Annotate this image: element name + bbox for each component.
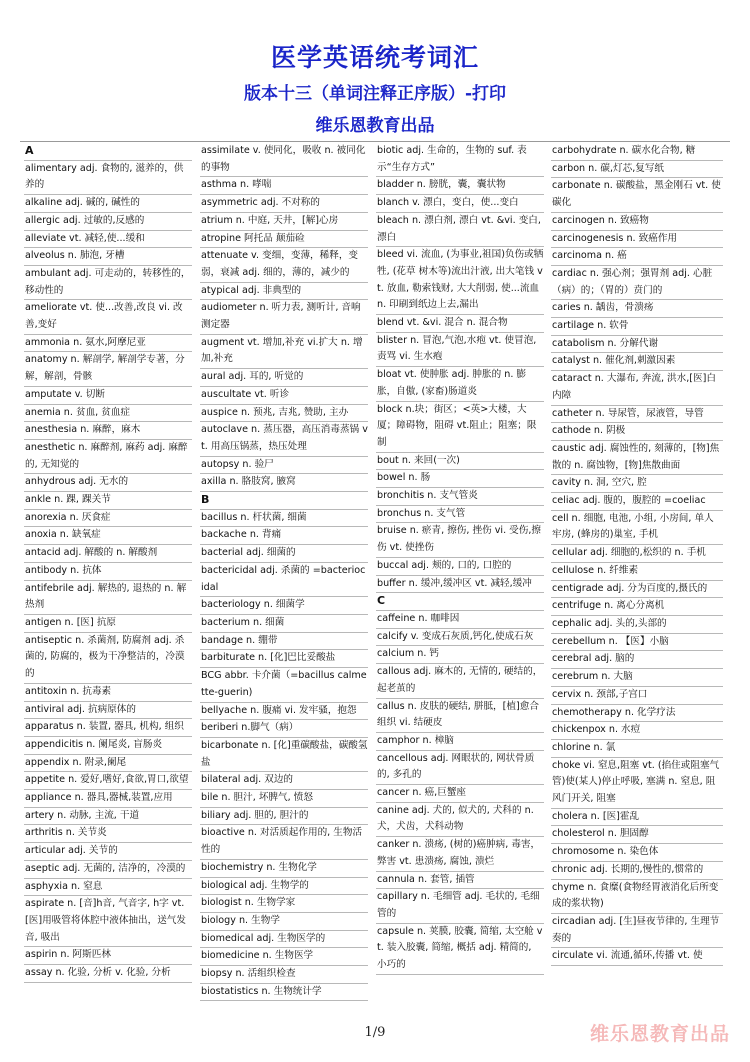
vocab-entry: biological adj. 生物学的: [200, 878, 368, 896]
vocab-entry: cannula n. 套管, 插管: [376, 872, 544, 890]
vocab-entry: ankle n. 踝, 踝关节: [24, 492, 192, 510]
document-title: 医学英语统考词汇: [270, 43, 479, 72]
vocab-entry: asymmetric adj. 不对称的: [200, 195, 368, 213]
vocab-entry: bellyache n. 腹痛 vi. 发牢骚，抱怨: [200, 703, 368, 721]
vocab-entry: choke vi. 窒息,阻塞 vt. (掐住或阻塞气管)使(某人)停止呼吸, 塞满 n. 窒息, 阻风门开关, 阻塞: [551, 758, 723, 809]
vocab-entry: antifebrile adj. 解热的, 退热的 n. 解热剂: [24, 581, 192, 615]
vocab-entry: anemia n. 贫血, 贫血症: [24, 405, 192, 423]
vocab-entry: appliance n. 器具,器械,装置,应用: [24, 790, 192, 808]
vocab-entry: biochemistry n. 生物化学: [200, 860, 368, 878]
vocab-entry: catabolism n. 分解代谢: [551, 336, 723, 354]
vocab-entry: alkaline adj. 碱的, 碱性的: [24, 195, 192, 213]
vocab-entry: cancellous adj. 网眼状的, 网状骨质的, 多孔的: [376, 751, 544, 785]
vocab-entry: blend vt. &vi. 混合 n. 混合物: [376, 315, 544, 333]
vocab-entry: cerebral adj. 脑的: [551, 651, 723, 669]
vocab-entry: carcinoma n. 癌: [551, 248, 723, 266]
vocab-entry: chyme n. 食糜(食物经胃液消化后所变成的浆状物): [551, 880, 723, 914]
column-4: [551, 143, 723, 1025]
vocab-entry: cardiac n. 强心剂；强胃剂 adj. 心脏（病）的；（胃的）贲门的: [551, 266, 723, 300]
vocab-entry: bowel n. 肠: [376, 470, 544, 488]
vocab-entry: biopsy n. 活组织检查: [200, 966, 368, 984]
vocab-entry: cephalic adj. 头的,头部的: [551, 616, 723, 634]
vocab-entry: arthritis n. 关节炎: [24, 825, 192, 843]
vocab-entry: anoxia n. 缺氧症: [24, 527, 192, 545]
vocab-entry: bandage n. 绷带: [200, 633, 368, 651]
vocab-entry: chlorine n. 氯: [551, 740, 723, 758]
vocab-entry: anesthetic n. 麻醉剂, 麻药 adj. 麻醉的, 无知觉的: [24, 440, 192, 474]
vocab-entry: aspirin n. 阿斯匹林: [24, 947, 192, 965]
vocab-entry: auscultate vt. 听诊: [200, 387, 368, 405]
vocab-entry: axilla n. 胳肢窝, 腋窝: [200, 474, 368, 492]
vocab-entry: calcium n. 钙: [376, 646, 544, 664]
vocab-entry: appendicitis n. 阑尾炎, 盲肠炎: [24, 737, 192, 755]
vocab-entry: attenuate v. 变细，变薄，稀释，变弱，衰减 adj. 细的，薄的，减少的: [200, 248, 368, 282]
vocab-entry: carbon n. 碳,灯芯,复写纸: [551, 161, 723, 179]
vocab-entry: augment vt. 增加,补充 vi.扩大 n. 增加,补充: [200, 335, 368, 369]
top-rule: [20, 141, 730, 142]
document-publisher: 维乐恩教育出品: [315, 116, 435, 136]
vocab-entry: articular adj. 关节的: [24, 843, 192, 861]
vocab-entry: chickenpox n. 水痘: [551, 722, 723, 740]
vocab-entry: bacillus n. 杆状菌, 细菌: [200, 510, 368, 528]
vocab-entry: bladder n. 膀胱，囊，囊状物: [376, 177, 544, 195]
vocab-entry: buccal adj. 颊的, 口的, 口腔的: [376, 558, 544, 576]
vocab-entry: cellular adj. 细胞的,松织的 n. 手机: [551, 545, 723, 563]
vocab-entry: bronchitis n. 支气管炎: [376, 488, 544, 506]
vocab-entry: cell n. 细胞, 电池, 小组, 小房间, 单人牢房, (蜂房的)巢室, 手机: [551, 511, 723, 545]
vocab-entry: appendix n. 附录,阑尾: [24, 755, 192, 773]
vocab-entry: calcify v. 变成石灰质,钙化,使成石灰: [376, 629, 544, 647]
vocab-entry: catalyst n. 催化剂,刺激因素: [551, 353, 723, 371]
vocab-entry: backache n. 背痛: [200, 527, 368, 545]
vocab-entry: chromosome n. 染色体: [551, 844, 723, 862]
vocab-entry: antitoxin n. 抗毒素: [24, 684, 192, 702]
vocab-entry: cerebellum n. 【医】小脑: [551, 634, 723, 652]
vocab-entry: antiseptic n. 杀菌剂, 防腐剂 adj. 杀菌的, 防腐的，极为干净整洁的，冷漠的: [24, 633, 192, 684]
vocab-entry: canine adj. 犬的, 似犬的, 犬科的 n. 犬，犬齿，犬科动物: [376, 803, 544, 837]
vocab-entry: ammonia n. 氨水,阿摩尼亚: [24, 335, 192, 353]
vocab-entry: blanch v. 漂白，变白，使...变白: [376, 195, 544, 213]
vocab-entry: biologist n. 生物学家: [200, 895, 368, 913]
vocab-entry: biotic adj. 生命的，生物的 suf. 表示“生存方式”: [376, 143, 544, 177]
page-number: 1/9: [364, 1025, 386, 1040]
vocab-entry: canker n. 溃疡, (树的)癌肿病, 毒害，弊害 vt. 患溃疡, 腐蚀, 溃烂: [376, 837, 544, 871]
vocab-entry: bicarbonate n. [化]重碳酸盐，碳酸氢盐: [200, 738, 368, 772]
vocab-entry: bleed vi. 流血, (为事业,祖国)负伤或牺牲, (花草 树木等)流出汁液, 出大笔钱 vt. 放血, 勒索钱财, 大大削弱, 使...流血 n. 印刷到纸边上去,漏出: [376, 247, 544, 315]
vocab-entry: biomedicine n. 生物医学: [200, 948, 368, 966]
vocab-entry: biomedical adj. 生物医学的: [200, 931, 368, 949]
vocab-entry: atypical adj. 非典型的: [200, 283, 368, 301]
vocab-entry: aural adj. 耳的, 听觉的: [200, 369, 368, 387]
vocab-entry: audiometer n. 听力表, 测听计, 音响测定器: [200, 300, 368, 334]
vocab-entry: celiac adj. 腹的，腹腔的 =coeliac: [551, 493, 723, 511]
vocab-entry: asthma n. 哮喘: [200, 177, 368, 195]
vocab-entry: carbohydrate n. 碳水化合物, 糖: [551, 143, 723, 161]
vocab-entry: antibody n. 抗体: [24, 563, 192, 581]
vocab-entry: atrium n. 中庭, 天井，[解]心房: [200, 213, 368, 231]
column-1: [24, 143, 192, 1025]
vocab-entry: cancer n. 癌,巨蟹座: [376, 785, 544, 803]
vocab-entry: chemotherapy n. 化学疗法: [551, 705, 723, 723]
section-letter: B: [200, 492, 368, 510]
vocab-entry: aspirate n. [音]h音, 气音字, h字 vt. [医]用吸管将体腔中液体抽出，送气发音, 吸出: [24, 896, 192, 947]
vocabulary-columns: [24, 143, 730, 1025]
vocab-entry: cholesterol n. 胆固醇: [551, 826, 723, 844]
vocab-entry: ambulant adj. 可走动的，转移性的，移动性的: [24, 266, 192, 300]
vocab-entry: alleviate vt. 减轻,使...缓和: [24, 231, 192, 249]
vocab-entry: biology n. 生物学: [200, 913, 368, 931]
vocab-entry: appetite n. 爱好,嗜好,食欲,胃口,欲望: [24, 772, 192, 790]
vocab-entry: asphyxia n. 窒息: [24, 879, 192, 897]
vocab-entry: alveolus n. 肺泡, 牙槽: [24, 248, 192, 266]
vocab-entry: alimentary adj. 食物的, 滋养的，供养的: [24, 161, 192, 195]
document-subtitle: 版本十三（单词注释正序版）-打印: [243, 84, 507, 104]
document-header: [0, 40, 750, 140]
vocab-entry: cholera n. [医]霍乱: [551, 809, 723, 827]
vocab-entry: bacterium n. 细菌: [200, 615, 368, 633]
vocab-entry: biostatistics n. 生物统计学: [200, 984, 368, 1002]
vocab-entry: cathode n. 阴极: [551, 423, 723, 441]
vocab-entry: anesthesia n. 麻醉，麻木: [24, 422, 192, 440]
vocab-entry: centrifuge n. 离心分离机: [551, 598, 723, 616]
vocab-entry: catheter n. 导尿管，尿液管，导管: [551, 406, 723, 424]
vocab-entry: bout n. 来回(一次): [376, 453, 544, 471]
vocab-entry: cellulose n. 纤维素: [551, 563, 723, 581]
vocab-entry: capillary n. 毛细管 adj. 毛状的, 毛细管的: [376, 889, 544, 923]
vocab-entry: aseptic adj. 无菌的, 洁净的，冷漠的: [24, 861, 192, 879]
vocab-entry: block n.块；街区；<英>大楼，大厦；障碍物，阻碍 vt.阻止；阻塞；限制: [376, 402, 544, 453]
vocab-entry: atropine 阿托品 颠茄硷: [200, 231, 368, 249]
vocab-entry: centigrade adj. 分为百度的,摄氏的: [551, 581, 723, 599]
vocab-entry: carcinogenesis n. 致癌作用: [551, 231, 723, 249]
vocab-entry: chronic adj. 长期的,慢性的,惯常的: [551, 862, 723, 880]
vocab-entry: biliary adj. 胆的, 胆汁的: [200, 808, 368, 826]
vocab-entry: bloat vt. 使肿胀 adj. 肿胀的 n. 膨胀，自傲, (家畜)肠道炎: [376, 367, 544, 401]
vocab-entry: ameliorate vt. 使...改善,改良 vi. 改善,变好: [24, 300, 192, 334]
vocab-entry: bacterial adj. 细菌的: [200, 545, 368, 563]
vocab-entry: caries n. 龋齿，骨溃疡: [551, 300, 723, 318]
vocab-entry: bactericidal adj. 杀菌的 =bacteriocidal: [200, 563, 368, 597]
vocab-entry: bacteriology n. 细菌学: [200, 597, 368, 615]
vocab-entry: beriberi n.脚气（病）: [200, 720, 368, 738]
vocab-entry: blister n. 冒泡,气泡,水疱 vt. 使冒泡,责骂 vi. 生水疱: [376, 333, 544, 367]
vocab-entry: assay n. 化验, 分析 v. 化验, 分析: [24, 965, 192, 983]
section-letter: C: [376, 593, 544, 611]
vocab-entry: capsule n. 荚膜, 胶囊, 简缩, 太空舱 vt. 装入胶囊, 简缩, 概括 adj. 精简的, 小巧的: [376, 924, 544, 975]
vocab-entry: cavity n. 洞, 空穴, 腔: [551, 475, 723, 493]
vocab-entry: artery n. 动脉, 主流, 干道: [24, 808, 192, 826]
vocab-entry: auspice n. 预兆, 吉兆, 赞助, 主办: [200, 405, 368, 423]
vocab-entry: bilateral adj. 双边的: [200, 772, 368, 790]
vocab-entry: circadian adj. [生]昼夜节律的, 生理节奏的: [551, 914, 723, 948]
section-letter: A: [24, 143, 192, 161]
vocab-entry: antacid adj. 解酸的 n. 解酸剂: [24, 545, 192, 563]
vocab-entry: antigen n. [医] 抗原: [24, 615, 192, 633]
vocab-entry: antiviral adj. 抗病原体的: [24, 702, 192, 720]
vocab-entry: camphor n. 樟脑: [376, 733, 544, 751]
vocab-entry: carbonate n. 碳酸盐，黑金刚石 vt. 使碳化: [551, 178, 723, 212]
vocab-entry: bleach n. 漂白剂, 漂白 vt. &vi. 变白, 漂白: [376, 213, 544, 247]
vocab-entry: callous adj. 麻木的, 无情的, 硬结的，起老茧的: [376, 664, 544, 698]
vocab-entry: anorexia n. 厌食症: [24, 510, 192, 528]
vocab-entry: cartilage n. 软骨: [551, 318, 723, 336]
vocab-entry: autopsy n. 验尸: [200, 457, 368, 475]
vocab-entry: caustic adj. 腐蚀性的, 刻薄的，[物]焦散的 n. 腐蚀物，[物]焦散曲面: [551, 441, 723, 475]
vocab-entry: barbiturate n. [化]巴比妥酸盐: [200, 650, 368, 668]
vocab-entry: circulate vi. 流通,循环,传播 vt. 使: [551, 948, 723, 966]
vocab-entry: cervix n. 颈部,子宫口: [551, 687, 723, 705]
vocab-entry: BCG abbr. 卡介菌（=bacillus calmette-guerin): [200, 668, 368, 702]
vocab-entry: amputate v. 切断: [24, 387, 192, 405]
vocab-entry: bruise n. 瘀青, 擦伤, 挫伤 vi. 受伤,擦伤 vt. 使挫伤: [376, 523, 544, 557]
vocab-entry: caffeine n. 咖啡因: [376, 611, 544, 629]
vocab-entry: autoclave n. 蒸压器，高压消毒蒸锅 vt. 用高压锅蒸，热压处理: [200, 422, 368, 456]
vocab-entry: bile n. 胆汁, 坏脾气, 愤怒: [200, 790, 368, 808]
vocab-entry: anhydrous adj. 无水的: [24, 474, 192, 492]
vocab-entry: buffer n. 缓冲,缓冲区 vt. 减轻,缓冲: [376, 576, 544, 594]
vocab-entry: cataract n. 大瀑布, 奔流, 洪水,[医]白内障: [551, 371, 723, 405]
vocab-entry: assimilate v. 使同化，吸收 n. 被同化的事物: [200, 143, 368, 177]
vocab-entry: carcinogen n. 致癌物: [551, 213, 723, 231]
vocab-entry: anatomy n. 解剖学, 解剖学专著，分解，解剖，骨骸: [24, 352, 192, 386]
vocab-entry: allergic adj. 过敏的,反感的: [24, 213, 192, 231]
column-2: [200, 143, 368, 1025]
vocab-entry: cerebrum n. 大脑: [551, 669, 723, 687]
column-3: [376, 143, 544, 1025]
watermark-logo-text: 维乐恩教育出品: [589, 1023, 730, 1045]
vocab-entry: bronchus n. 支气管: [376, 506, 544, 524]
vocab-entry: callus n. 皮肤的硬结, 胼胝，[植]愈合组织 vi. 结硬皮: [376, 699, 544, 733]
vocab-entry: bioactive n. 对活质起作用的, 生物活性的: [200, 825, 368, 859]
vocab-entry: apparatus n. 装置, 器具, 机构, 组织: [24, 719, 192, 737]
